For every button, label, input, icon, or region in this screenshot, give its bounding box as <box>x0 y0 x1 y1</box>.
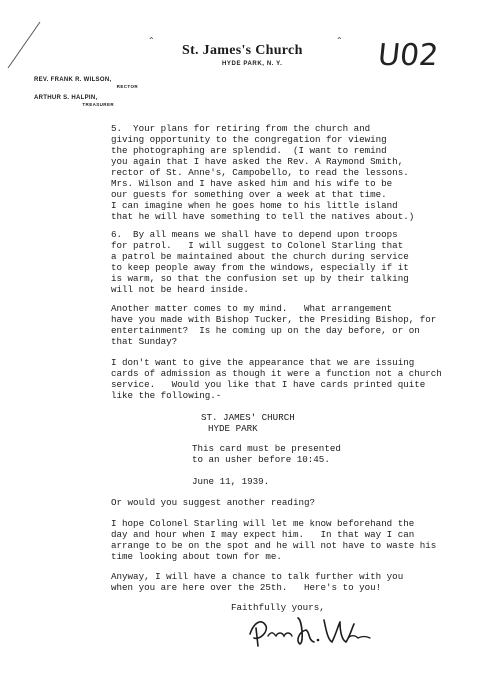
p11-line: when you are here over the 25th. Here's to you! <box>111 582 382 593</box>
card-place-line: HYDE PARK <box>208 423 258 434</box>
letterhead-rector <box>34 77 138 89</box>
p10-line: time looking about town for me. <box>111 551 282 562</box>
rector-title: RECTOR <box>116 84 138 89</box>
treasurer-name: ARTHUR S. HALPIN, <box>34 95 98 101</box>
p5-line: 5. Your plans for retiring from the church and <box>111 123 371 134</box>
p7-line: that Sunday? <box>111 336 178 347</box>
p9-line: Or would you suggest another reading? <box>111 497 315 508</box>
handwritten-note: U02 <box>376 38 440 73</box>
corner-tick-right: ⌃ <box>336 36 343 45</box>
p6-line: to keep people away from the windows, especially if it <box>111 262 409 273</box>
card-notice-line: This card must be presented <box>192 443 341 454</box>
p10-line: day and hour when I may expect him. In that way I can <box>111 529 415 540</box>
p5-line: rector of St. Anne's, Campobello, to read the lessons. <box>111 167 409 178</box>
corner-tick-left: ⌃ <box>148 36 155 45</box>
p5-line: I can imagine when he goes home to his little island <box>111 200 398 211</box>
p7-line: have you made with Bishop Tucker, the Presiding Bishop, for <box>111 314 437 325</box>
p6-line: is warm, so that the confusion set up by their talking <box>111 273 409 284</box>
rector-name: REV. FRANK R. WILSON, <box>34 77 112 83</box>
closing-line: Faithfully yours, <box>231 602 325 613</box>
p10-line: arrange to be on the spot and he will not have to waste his <box>111 540 437 551</box>
p5-line: Mrs. Wilson and I have asked him and his wife to be <box>111 178 393 189</box>
p5-line: our guests for something over a week at that time. <box>111 189 387 200</box>
p5-line: that he will have something to tell the natives about.) <box>111 211 415 222</box>
p6-line: a patrol be maintained about the church during service <box>111 251 409 262</box>
p8-line: service. Would you like that I have cards printed quite <box>111 379 426 390</box>
p5-line: giving opportunity to the congregation for viewing <box>111 134 387 145</box>
p5-line: you again that I have asked the Rev. A Raymond Smith, <box>111 156 404 167</box>
p7-line: entertainment? Is he coming up on the day before, or on <box>111 325 420 336</box>
card-date-line: June 11, 1939. <box>192 476 270 487</box>
signature-image <box>244 612 374 652</box>
p8-line: cards of admission as though it were a function not a church <box>111 368 442 379</box>
p11-line: Anyway, I will have a chance to talk further with you <box>111 571 404 582</box>
letterhead-treasurer <box>34 95 114 107</box>
letterhead-location: HYDE PARK, N. Y. <box>222 61 283 67</box>
p6-line: 6. By all means we shall have to depend upon troops <box>111 229 398 240</box>
p10-line: I hope Colonel Starling will let me know beforehand the <box>111 518 415 529</box>
p6-line: for patrol. I will suggest to Colonel Starling that <box>111 240 404 251</box>
p8-line: like the following.- <box>111 390 222 401</box>
card-notice-line: to an usher before 10:45. <box>192 454 330 465</box>
treasurer-title: TREASURER <box>82 102 114 107</box>
p7-line: Another matter comes to my mind. What arrangement <box>111 303 393 314</box>
p8-line: I don't want to give the appearance that we are issuing <box>111 357 415 368</box>
card-church-line: ST. JAMES' CHURCH <box>201 412 295 423</box>
letterhead-church-name: St. James's Church <box>182 43 303 58</box>
p6-line: will not be heard inside. <box>111 284 249 295</box>
p5-line: the photographing are splendid. (I want to remind <box>111 145 387 156</box>
